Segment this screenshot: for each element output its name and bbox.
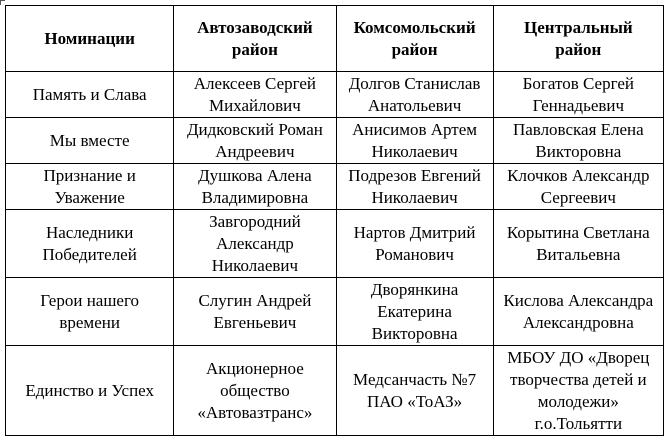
cell-text: Единство и Успех	[25, 380, 154, 400]
cell-text: Слугин Андрей	[198, 290, 312, 310]
table-cell	[174, 210, 336, 278]
cell-text: Память и Слава	[32, 84, 147, 104]
cell-text: Мы вместе	[49, 130, 130, 150]
cell-text: Николаевич	[371, 187, 458, 207]
table-row	[6, 72, 664, 118]
header-text: Номинации	[44, 28, 135, 48]
cell-text: Кислова Александра	[503, 290, 654, 310]
table-cell	[493, 72, 663, 118]
cell-text: Павловская Елена	[512, 119, 644, 139]
cell-text: МБОУ ДО «Дворец	[507, 347, 650, 367]
cell-text: Богатов Сергей	[522, 73, 634, 93]
table-cell	[493, 164, 663, 210]
nomination-cell	[6, 278, 174, 346]
table-cell	[336, 118, 493, 164]
table-cell	[336, 210, 493, 278]
cell-text: Екатерина	[377, 301, 452, 321]
table-cell	[336, 72, 493, 118]
table-row	[6, 164, 664, 210]
table-cell	[174, 346, 336, 436]
cell-text: Геннадьевич	[532, 95, 625, 115]
cell-text: Медсанчасть №7	[353, 369, 477, 389]
cell-text: Долгов Станислав	[348, 73, 481, 93]
cell-text: общество	[220, 380, 290, 400]
header-nominations	[6, 6, 174, 72]
cell-text: Подрезов Евгений	[348, 165, 481, 185]
cell-text: Николаевич	[371, 141, 458, 161]
cell-text: Нартов Дмитрий	[353, 222, 476, 242]
table-cell	[336, 346, 493, 436]
cell-text: Андреевич	[215, 141, 295, 161]
cell-text: Дворянкина	[370, 279, 459, 299]
header-komsomolsky	[336, 6, 493, 72]
cell-text: Романович	[375, 244, 454, 264]
cell-text: Алексеев Сергей	[193, 73, 317, 93]
cell-text: Уважение	[54, 187, 125, 207]
table-cell	[336, 278, 493, 346]
cell-text: Михайлович	[209, 95, 301, 115]
nomination-cell	[6, 72, 174, 118]
cell-text: г.о.Тольятти	[534, 413, 623, 433]
header-text: Центральный	[524, 17, 633, 37]
cell-text: Владимировна	[201, 187, 309, 207]
table-cell	[174, 72, 336, 118]
header-text: район	[391, 39, 438, 59]
table-row	[6, 346, 664, 436]
nominations-table	[5, 5, 664, 436]
nomination-cell	[6, 118, 174, 164]
cell-text: Анатольевич	[367, 95, 462, 115]
cell-text: Александровна	[522, 312, 634, 332]
cell-text: Признание и	[43, 165, 136, 185]
cell-text: Евгеньевич	[213, 312, 297, 332]
table-cell	[493, 346, 663, 436]
table-cell	[493, 118, 663, 164]
header-centralny	[493, 6, 663, 72]
cell-text: Корытина Светлана	[506, 222, 650, 242]
nomination-cell	[6, 210, 174, 278]
cell-text: Клочков Александр	[507, 165, 650, 185]
header-row	[6, 6, 664, 72]
cell-text: Победителей	[42, 244, 137, 264]
nomination-cell	[6, 164, 174, 210]
cell-text: Душкова Алена	[198, 165, 312, 185]
header-text: район	[231, 39, 278, 59]
table-row	[6, 118, 664, 164]
cell-text: Завгородний	[209, 211, 301, 231]
cell-text: Дидковский Роман	[186, 119, 323, 139]
cell-text: Наследники	[45, 222, 134, 242]
table-cell	[493, 278, 663, 346]
cell-text: Сергеевич	[540, 187, 616, 207]
cell-text: Анисимов Артем	[352, 119, 478, 139]
cell-text: времени	[59, 312, 120, 332]
table-row	[6, 278, 664, 346]
cell-text: ПАО «ТоАЗ»	[366, 391, 463, 411]
cell-text: «Автовазтранс»	[197, 402, 313, 422]
cell-text: молодежи»	[537, 391, 619, 411]
header-text: Автозаводский	[197, 17, 313, 37]
table-cell	[493, 210, 663, 278]
cell-text: Викторовна	[535, 141, 622, 161]
cell-text: Акционерное	[206, 358, 304, 378]
cell-text: Герои нашего	[40, 290, 140, 310]
nomination-cell	[6, 346, 174, 436]
header-text: район	[555, 39, 602, 59]
cell-text: Александр	[216, 233, 294, 253]
table-row	[6, 210, 664, 278]
table-cell	[174, 118, 336, 164]
header-text: Комсомольский	[353, 17, 476, 37]
table-cell	[174, 164, 336, 210]
cell-text: Викторовна	[371, 323, 458, 343]
cell-text: Витальевна	[536, 244, 621, 264]
table-cell	[336, 164, 493, 210]
table-cell	[174, 278, 336, 346]
header-avtozavodsky	[174, 6, 336, 72]
cell-text: творчества детей и	[510, 369, 647, 389]
cell-text: Николаевич	[211, 255, 299, 275]
